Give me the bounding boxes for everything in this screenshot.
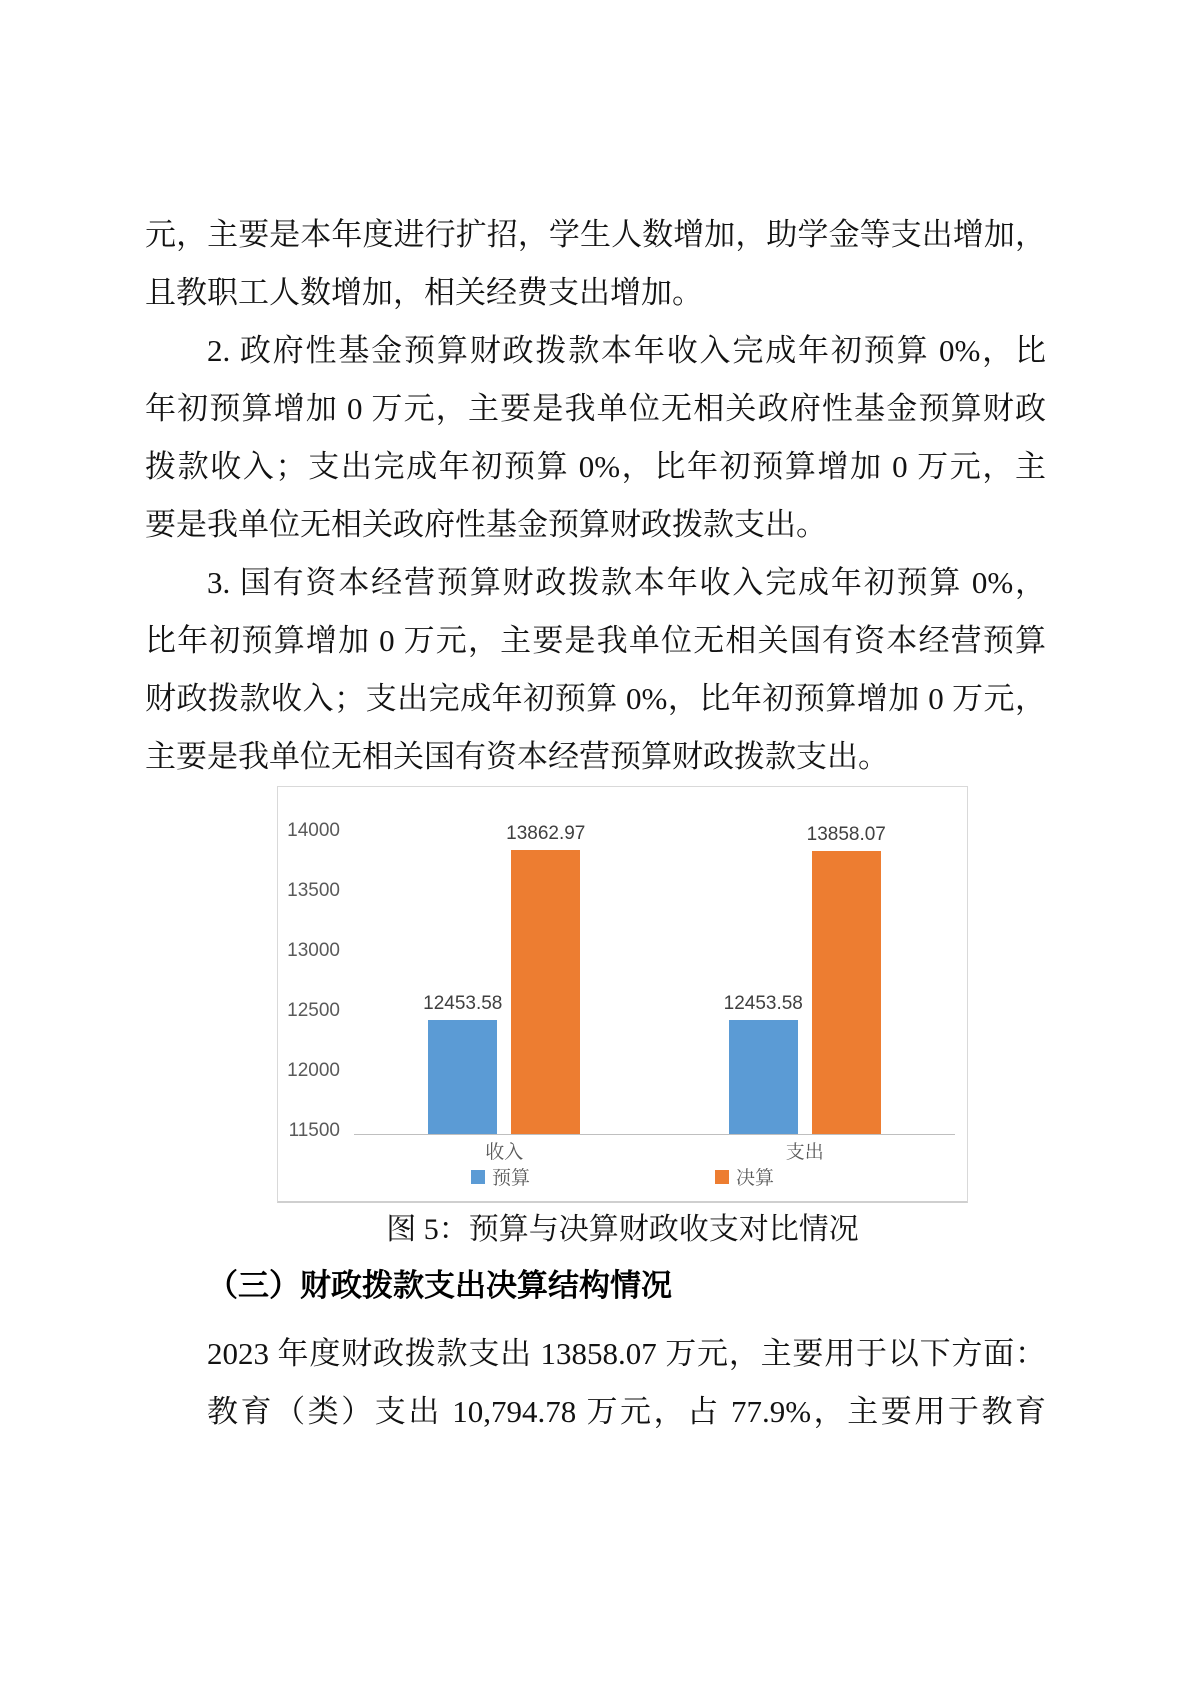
figure-caption: 图 5：预算与决算财政收支对比情况 <box>386 1213 859 1246</box>
chart-legend <box>278 1163 967 1190</box>
body-text-line: 3. 国有资本经营预算财政拨款本年收入完成年初预算 0%， <box>207 565 1046 600</box>
body-text-line: 教育（类）支出 10,794.78 万元，占 77.9%，主要用于教育 <box>207 1394 1046 1429</box>
category-label-income: 收入 <box>485 1142 524 1163</box>
bar-rect <box>729 1020 798 1134</box>
legend-item-final <box>715 1163 774 1190</box>
body-text-line: 年初预算增加 0 万元，主要是我单位无相关政府性基金预算财政 <box>145 391 1046 426</box>
body-text-line: 比年初预算增加 0 万元，主要是我单位无相关国有资本经营预算 <box>145 623 1046 658</box>
section-heading: （三）财政拨款支出决算结构情况 <box>207 1268 672 1303</box>
bar-rect <box>812 851 881 1134</box>
category-label-expenditure: 支出 <box>785 1142 824 1163</box>
legend-swatch-blue-icon <box>471 1170 485 1184</box>
figure-5-bar-chart <box>277 786 968 1203</box>
y-axis-tick-label: 12500 <box>287 1000 340 1021</box>
data-label: 12453.58 <box>423 992 503 1014</box>
body-text-line: 元，主要是本年度进行扩招，学生人数增加，助学金等支出增加， <box>145 217 1046 252</box>
body-text-line: 2. 政府性基金预算财政拨款本年收入完成年初预算 0%，比 <box>207 333 1046 368</box>
legend-label: 决算 <box>736 1168 775 1189</box>
y-axis-tick-label: 14000 <box>287 820 340 841</box>
y-axis-tick-label: 13500 <box>287 880 340 901</box>
x-axis-labels <box>354 1137 955 1163</box>
body-text-line: 且教职工人数增加，相关经费支出增加。 <box>145 275 703 310</box>
legend-item-budget <box>471 1163 530 1190</box>
body-text-line: 拨款收入；支出完成年初预算 0%，比年初预算增加 0 万元，主 <box>145 449 1046 484</box>
body-text-line: 主要是我单位无相关国有资本经营预算财政拨款支出。 <box>145 739 889 774</box>
y-axis-tick-label: 12000 <box>287 1060 340 1081</box>
body-text-line: 财政拨款收入；支出完成年初预算 0%，比年初预算增加 0 万元， <box>145 681 1046 716</box>
bar-rect <box>428 1020 497 1134</box>
data-label: 13858.07 <box>806 824 886 846</box>
data-label: 13862.97 <box>506 823 586 845</box>
body-text-line: 要是我单位无相关政府性基金预算财政拨款支出。 <box>145 507 827 542</box>
figure-caption-wrap <box>277 1209 968 1251</box>
data-label: 12453.58 <box>723 992 803 1014</box>
body-text-line: 2023 年度财政拨款支出 13858.07 万元，主要用于以下方面： <box>207 1336 1046 1371</box>
y-axis-tick-label: 11500 <box>288 1120 340 1141</box>
legend-label: 预算 <box>491 1168 530 1189</box>
legend-swatch-orange-icon <box>715 1170 729 1184</box>
bar-rect <box>511 850 580 1134</box>
y-axis-tick-label: 13000 <box>287 940 340 961</box>
plot-area <box>354 787 955 1135</box>
